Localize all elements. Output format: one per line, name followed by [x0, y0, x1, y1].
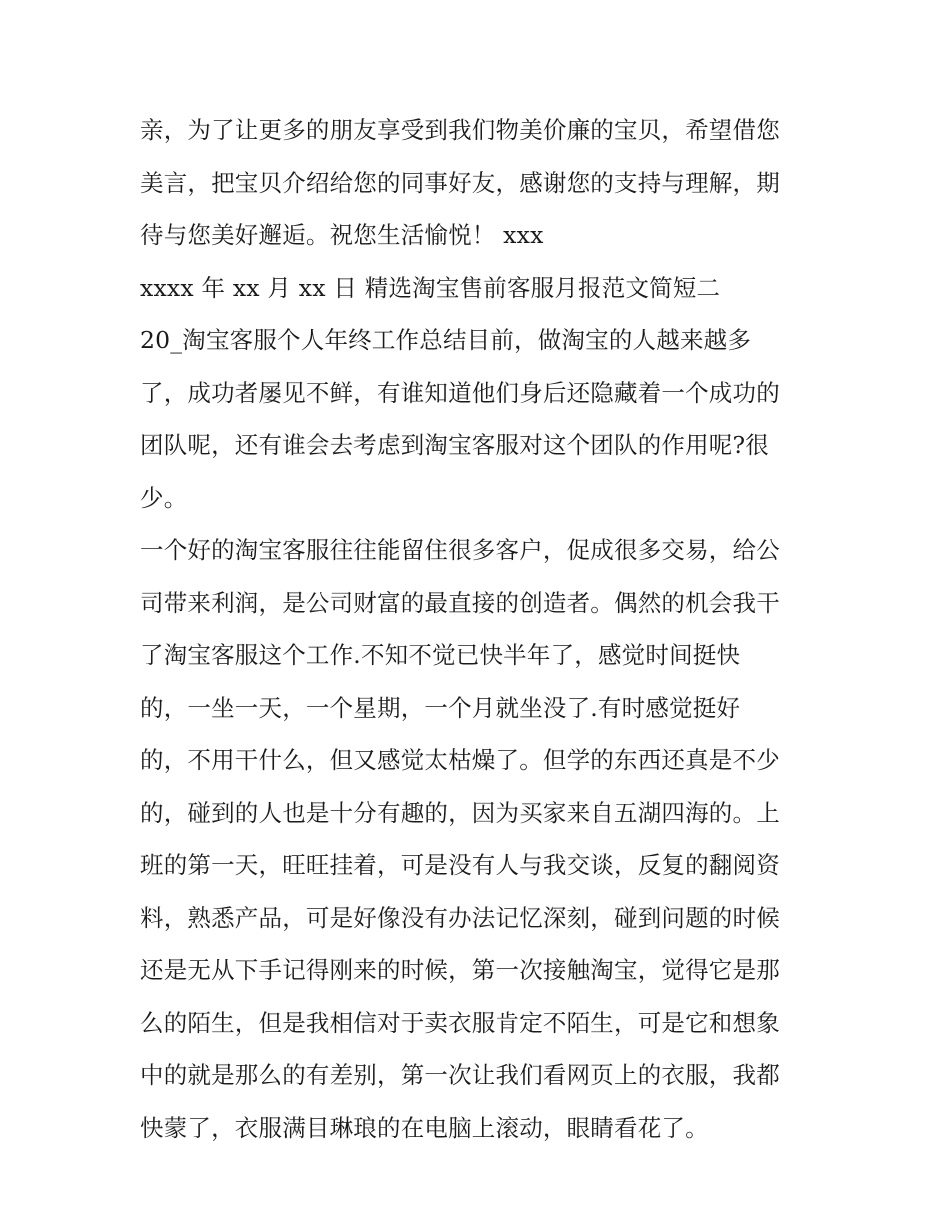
text-line: 的，碰到的人也是十分有趣的，因为买家来自五湖四海的。上: [140, 798, 780, 827]
text-line: 还是无从下手记得刚来的时候，第一次接触淘宝，觉得它是那: [140, 956, 780, 984]
text-line: 么的陌生，但是我相信对于卖衣服肯定不陌生，可是它和想象: [140, 1008, 780, 1037]
text-line: 中的就是那么的有差别，第一次让我们看网页上的衣服，我都: [140, 1061, 780, 1089]
text-line: 少。: [140, 483, 188, 512]
text-line: 待与您美好邂逅。祝您生活愉悦！ xxx: [140, 221, 544, 249]
text-line: xxxx 年 xx 月 xx 日 精选淘宝售前客服月报范文简短二: [140, 273, 721, 302]
text-line: 美言，把宝贝介绍给您的同事好友，感谢您的支持与理解，期: [140, 168, 780, 197]
text-line: 20_淘宝客服个人年终工作总结目前，做淘宝的人越来越多: [140, 326, 752, 354]
text-line: 一个好的淘宝客服往往能留住很多客户，促成很多交易，给公: [140, 536, 780, 564]
body-text: [140, 104, 820, 1154]
text-line: 团队呢，还有谁会去考虑到淘宝客服对这个团队的作用呢?很: [140, 431, 769, 459]
text-line: 班的第一天，旺旺挂着，可是没有人与我交谈，反复的翻阅资: [140, 851, 780, 879]
text-line: 司带来利润，是公司财富的最直接的创造者。偶然的机会我干: [140, 588, 780, 617]
text-line: 亲，为了让更多的朋友享受到我们物美价廉的宝贝，希望借您: [140, 116, 780, 144]
text-line: 快蒙了，衣服满目琳琅的在电脑上滚动，眼睛看花了。: [140, 1113, 709, 1142]
text-line: 的，一坐一天，一个星期，一个月就坐没了.有时感觉挺好: [140, 693, 741, 722]
text-line: 的，不用干什么，但又感觉太枯燥了。但学的东西还真是不少: [140, 746, 780, 774]
text-line: 料，熟悉产品，可是好像没有办法记忆深刻，碰到问题的时候: [140, 903, 780, 932]
text-line: 了淘宝客服这个工作.不知不觉已快半年了，感觉时间挺快: [140, 641, 741, 669]
text-line: 了，成功者屡见不鲜，有谁知道他们身后还隐藏着一个成功的: [140, 378, 780, 407]
